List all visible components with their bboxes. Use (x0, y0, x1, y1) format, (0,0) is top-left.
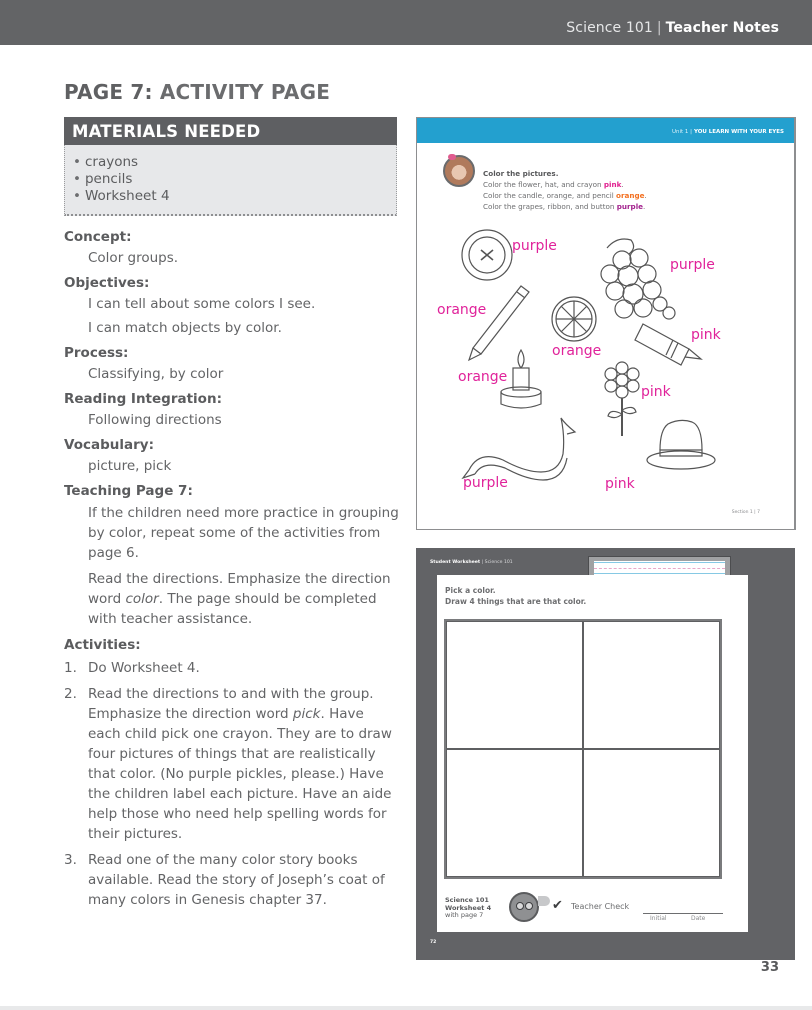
answer-button: purple (512, 238, 557, 254)
course-name: Science 101 (566, 20, 653, 36)
worksheet-page-number: 72 (430, 940, 437, 945)
objectives-section (64, 274, 400, 337)
emphasis-word: pick (292, 706, 321, 722)
item-text: Read the directions to and with the group. Emphasize the direction word (88, 686, 374, 722)
section-heading: Activities: (64, 637, 141, 653)
footer-course: Science 101 (445, 896, 489, 904)
process-section (64, 344, 400, 383)
text-run: . The page should be completed with teacher assistance. (88, 591, 377, 627)
unit-label: Unit 1 | (671, 129, 693, 135)
section-heading: Reading Integration: (64, 391, 222, 407)
coloring-illustrations (417, 118, 795, 529)
orange-slice-icon (552, 297, 596, 341)
item-number: 2. (64, 686, 77, 702)
section-heading: Vocabulary: (64, 437, 154, 453)
material-label: pencils (84, 171, 133, 187)
material-item (73, 171, 388, 188)
page-number: 33 (760, 960, 779, 975)
worksheet-header (430, 560, 513, 565)
date-label: Date (691, 915, 706, 922)
running-header (566, 20, 779, 36)
item-text: Do Worksheet 4. (88, 660, 200, 676)
worksheet-instructions (445, 585, 586, 607)
color-word: orange (616, 191, 645, 200)
answer-pencil: orange (437, 302, 487, 318)
unit-name: YOU LEARN WITH YOUR EYES (693, 129, 784, 135)
section-heading: Process: (64, 345, 129, 361)
materials-box (64, 117, 397, 216)
footer-worksheet: Worksheet 4 (445, 903, 492, 912)
section-heading: Teaching Page 7: (64, 483, 193, 499)
material-label: crayons (84, 154, 139, 170)
activities-section (64, 636, 400, 910)
text-run: Color the candle, orange, and pencil (483, 191, 617, 200)
pencil-icon (469, 286, 529, 360)
activity-item (64, 684, 400, 844)
vocabulary-section (64, 436, 400, 475)
bottom-divider (0, 1006, 812, 1010)
signature-line (643, 913, 723, 914)
drawing-box (446, 621, 583, 749)
drawing-box (583, 621, 720, 749)
answer-hat: pink (605, 476, 635, 492)
drawing-box (583, 749, 720, 877)
materials-list (64, 145, 397, 216)
teaching-paragraph (64, 569, 400, 629)
teaching-paragraph: If the children need more practice in grouping by color, repeat some of the activities from page 6. (88, 505, 399, 561)
concept-section (64, 228, 400, 267)
flower-icon (605, 362, 639, 436)
page-title (64, 80, 330, 104)
emphasis-word: color (125, 591, 159, 607)
text-run: Color the grapes, ribbon, and button (483, 202, 617, 211)
instructions-heading: Color the pictures. (483, 169, 559, 178)
section-text: picture, pick (88, 458, 172, 474)
page-title-prefix: PAGE 7: (64, 80, 153, 104)
header-separator: | (656, 20, 662, 36)
color-word: purple (616, 202, 644, 211)
item-text: Read one of the many color story books available. Read the story of Joseph’s coat of many colors in Genesis chapter 37. (88, 852, 385, 908)
grapes-icon (601, 239, 675, 319)
initial-label: Initial (650, 915, 667, 922)
teaching-section (64, 482, 400, 629)
color-word: pink (603, 180, 622, 189)
worksheet-page (437, 575, 748, 932)
activities-list (64, 658, 400, 910)
item-number: 3. (64, 852, 77, 868)
text-run: Color the flower, hat, and crayon (483, 180, 604, 189)
worksheet-label: Student Worksheet (430, 560, 481, 565)
top-header-bar (0, 0, 812, 45)
teacher-notes-column (64, 228, 400, 917)
section-text: Color groups. (88, 250, 179, 266)
checkmark-icon: ✔ (552, 898, 563, 913)
section-text: I can match objects by color. (88, 320, 282, 336)
text-run: . (621, 180, 624, 189)
section-name: Teacher Notes (665, 20, 779, 36)
answer-ribbon: purple (463, 475, 508, 491)
bullet-icon: • (73, 171, 81, 187)
section-heading: Objectives: (64, 275, 150, 291)
student-page-footer: Section 1 | 7 (731, 510, 760, 515)
material-item (73, 154, 388, 171)
instruction-line: Pick a color. (445, 586, 496, 595)
section-heading: Concept: (64, 229, 132, 245)
material-label: Worksheet 4 (84, 188, 170, 204)
drawing-grid (444, 619, 722, 879)
activity-item (64, 658, 400, 678)
ribbon-icon (463, 418, 575, 480)
reading-integration-section (64, 390, 400, 429)
answer-flower: pink (641, 384, 671, 400)
activity-item (64, 850, 400, 910)
button-icon (462, 230, 512, 280)
text-run: . (644, 191, 647, 200)
answer-crayon: pink (691, 327, 721, 343)
answer-candle: orange (458, 369, 508, 385)
text-run: Read the directions. Emphasize the direction word (88, 571, 391, 607)
teacher-check-label: Teacher Check (571, 902, 630, 911)
bullet-icon: • (73, 188, 81, 204)
text-run: . (643, 202, 646, 211)
section-text: Following directions (88, 412, 222, 428)
worksheet-preview (416, 548, 795, 960)
answer-grapes: purple (670, 257, 715, 273)
answer-orange: orange (552, 343, 602, 359)
materials-heading: MATERIALS NEEDED (64, 117, 397, 145)
item-number: 1. (64, 660, 77, 676)
drawing-box (446, 749, 583, 877)
student-page-preview (416, 117, 796, 530)
hat-icon (647, 420, 715, 469)
item-text: . Have each child pick one crayon. They are to draw four pictures of things that are realistically that color. (No purple pickles, please.) Have the children label each picture. Have an aide help those who need help spelling words for their pictures. (88, 706, 392, 842)
footer-with-page: with page 7 (445, 911, 484, 919)
material-item (73, 188, 388, 205)
section-text: Classifying, by color (88, 366, 224, 382)
worksheet-footer-info (445, 897, 491, 920)
worksheet-course: | Science 101 (481, 560, 513, 565)
owl-icon (509, 892, 539, 922)
page-title-text: ACTIVITY PAGE (159, 80, 331, 104)
bullet-icon: • (73, 154, 81, 170)
section-text: I can tell about some colors I see. (88, 296, 316, 312)
instruction-line: Draw 4 things that are that color. (445, 597, 587, 606)
handwriting-lines (594, 561, 725, 575)
